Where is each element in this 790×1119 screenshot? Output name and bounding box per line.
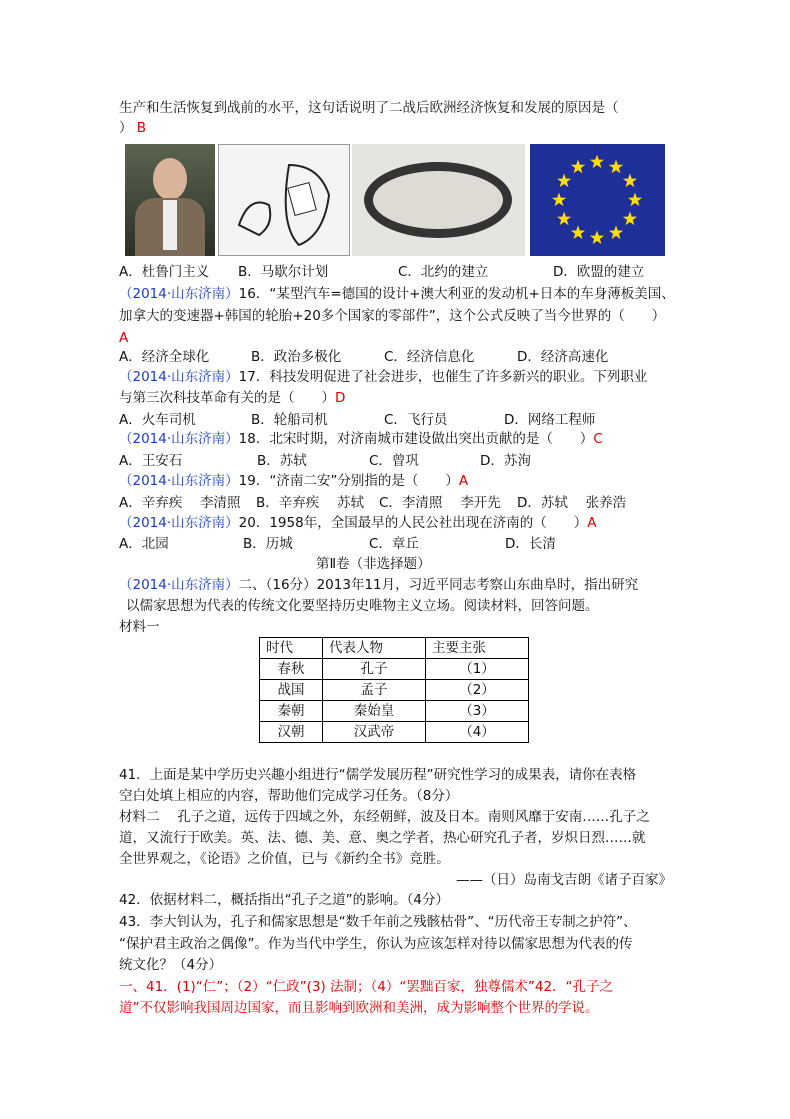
q16-line1: （2014·山东济南）16．“某型汽车=德国的设计+澳大利亚的发动机+日本的车身薄板美国、 bbox=[119, 286, 675, 302]
star-icon bbox=[557, 174, 571, 188]
material2-line2: 道，又流行于欧美。英、法、德、美、意、奥之学者，热心研究孔子者，岁炽日烈……就 bbox=[119, 830, 646, 846]
star-icon bbox=[623, 174, 637, 188]
table-cell: 孔子 bbox=[323, 659, 426, 680]
q18-option-d: D．苏洵 bbox=[480, 453, 531, 469]
q18-answer: C bbox=[593, 431, 603, 447]
table-cell: 战国 bbox=[260, 680, 323, 701]
q17-answer: D bbox=[335, 390, 346, 406]
q19-option-d: D．苏轼 张养浩 bbox=[517, 495, 627, 511]
q19-answer: A bbox=[458, 473, 469, 489]
q41-line2: 空白处填上相应的内容，帮助他们完成学习任务。（8分） bbox=[119, 788, 459, 804]
q41-line1: 41．上面是某中学历史兴趣小组进行“儒学发展历程”研究性学习的成果表，请你在表格 bbox=[119, 767, 637, 783]
answer-key-line1: 一、41．(1)“仁”；（2）“仁政”(3) 法制；（4）“罢黜百家，独尊儒术”42．“孔子之 bbox=[119, 979, 614, 995]
q19-option-c: C．李清照 李开先 bbox=[379, 495, 501, 511]
material2-line3: 全世界观之，《论语》之价值，已与《新约全书》竞胜。 bbox=[119, 851, 450, 867]
q15-line2: ） B bbox=[119, 120, 147, 136]
truman-photo bbox=[125, 144, 215, 256]
section2-line1: （2014·山东济南）二、（16分）2013年11月，习近平同志考察山东曲阜时，指出研究 bbox=[119, 577, 639, 593]
q19-option-a: A．辛弃疾 李清照 bbox=[119, 495, 241, 511]
material2-citation: ——（日）岛南戈吉朗《诸子百家》 bbox=[456, 872, 672, 888]
nato-round-table-photo bbox=[352, 144, 525, 256]
q16-line2: 加拿大的变速器+韩国的轮胎+20多个国家的零部件”，这个公式反映了当今世界的（ ） bbox=[119, 308, 666, 324]
q15-option-a: A．杜鲁门主义 bbox=[119, 264, 210, 280]
q18-option-c: C．曾巩 bbox=[369, 453, 419, 469]
q42-line1: 42．依据材料二，概括指出“孔子之道”的影响。（4分） bbox=[119, 892, 450, 908]
star-icon bbox=[609, 160, 623, 174]
table-cell: （1） bbox=[426, 659, 529, 680]
q16-option-c: C．经济信息化 bbox=[384, 349, 475, 365]
star-icon bbox=[557, 212, 571, 226]
q18-line1: （2014·山东济南）18．北宋时期，对济南城市建设做出突出贡献的是（ ）C bbox=[119, 431, 603, 447]
table-header-row bbox=[260, 638, 529, 659]
table-cell: 孟子 bbox=[323, 680, 426, 701]
q43-line2: “保护君主政治之偶像”。作为当代中学生，你认为应该怎样对待以儒家思想为代表的传 bbox=[119, 936, 633, 952]
star-icon bbox=[590, 155, 604, 169]
q17-option-a: A．火车司机 bbox=[119, 412, 196, 428]
star-icon bbox=[623, 212, 637, 226]
material2-line1: 材料二 孔子之道，远传于四域之外，东经朝鲜，波及日本。南则风靡于安南……孔子之 bbox=[119, 809, 650, 825]
q15-line1: 生产和生活恢复到战前的水平，这句话说明了二战后欧洲经济恢复和发展的原因是（ bbox=[119, 100, 619, 116]
q19-line1: （2014·山东济南）19．“济南二安”分别指的是（ ）A bbox=[119, 473, 469, 489]
q16-option-b: B．政治多极化 bbox=[251, 349, 342, 365]
table-cell: （2） bbox=[426, 680, 529, 701]
q17-line1: （2014·山东济南）17．科技发明促进了社会进步，也催生了许多新兴的职业。下列职业 bbox=[119, 369, 648, 385]
q15-answer: B bbox=[136, 120, 147, 136]
q20-option-b: B．历城 bbox=[243, 536, 293, 552]
table-cell: 汉武帝 bbox=[323, 722, 426, 743]
q17-option-d: D．网络工程师 bbox=[504, 412, 596, 428]
eu-flag bbox=[530, 144, 665, 256]
star-icon bbox=[571, 225, 585, 239]
q16-option-a: A．经济全球化 bbox=[119, 349, 210, 365]
confucianism-table bbox=[259, 637, 529, 743]
star-icon bbox=[628, 193, 642, 207]
section2-title: 第Ⅱ卷（非选择题） bbox=[316, 556, 431, 572]
table-row bbox=[260, 680, 529, 701]
q15-option-c: C．北约的建立 bbox=[398, 264, 489, 280]
header-cell: 代表人物 bbox=[323, 638, 426, 659]
table-cell: （3） bbox=[426, 701, 529, 722]
q19-option-b: B．辛弃疾 苏轼 bbox=[256, 495, 365, 511]
q18-option-a: A．王安石 bbox=[119, 453, 183, 469]
q43-line3: 统文化？（4分） bbox=[119, 957, 223, 973]
eu-stars bbox=[530, 144, 665, 256]
q17-option-b: B．轮船司机 bbox=[251, 412, 328, 428]
q20-option-c: C．章丘 bbox=[369, 536, 419, 552]
star-icon bbox=[552, 193, 566, 207]
q15-option-d: D．欧盟的建立 bbox=[553, 264, 645, 280]
table-row bbox=[260, 722, 529, 743]
table-cell: 春秋 bbox=[260, 659, 323, 680]
q20-option-a: A．北园 bbox=[119, 536, 169, 552]
q17-option-c: C．飞行员 bbox=[384, 412, 448, 428]
q17-line2: 与第三次科技革命有关的是（ ）D bbox=[119, 390, 346, 406]
section2-line2: 以儒家思想为代表的传统文化要坚持历史唯物主义立场。阅读材料，回答问题。 bbox=[126, 598, 599, 614]
star-icon bbox=[590, 231, 604, 245]
q16-option-d: D．经济高速化 bbox=[517, 349, 609, 365]
header-cell: 时代 bbox=[260, 638, 323, 659]
q15-option-b: B．马歇尔计划 bbox=[238, 264, 329, 280]
table-row bbox=[260, 701, 529, 722]
star-icon bbox=[609, 225, 623, 239]
table-cell: 秦朝 bbox=[260, 701, 323, 722]
table-cell: 汉朝 bbox=[260, 722, 323, 743]
q20-option-d: D．长清 bbox=[505, 536, 556, 552]
table-cell: （4） bbox=[426, 722, 529, 743]
q16-answer: A bbox=[119, 330, 129, 346]
header-cell: 主要主张 bbox=[426, 638, 529, 659]
table-cell: 秦始皇 bbox=[323, 701, 426, 722]
marshall-plan-cartoon bbox=[218, 144, 350, 256]
answer-key-line2: 道”不仅影响我国周边国家，而且影响到欧洲和美洲，成为影响整个世界的学说。 bbox=[119, 1000, 599, 1016]
material1-label: 材料一 bbox=[119, 619, 160, 635]
table-row bbox=[260, 659, 529, 680]
q18-option-b: B．苏轼 bbox=[257, 453, 307, 469]
star-icon bbox=[571, 160, 585, 174]
q20-line1: （2014·山东济南）20．1958年，全国最早的人民公社出现在济南的（ ）A bbox=[119, 515, 597, 531]
q43-line1: 43．李大钊认为，孔子和儒家思想是“数千年前之残骸枯骨”、“历代帝王专制之护符”、 bbox=[119, 914, 637, 930]
q20-answer: A bbox=[587, 515, 597, 531]
